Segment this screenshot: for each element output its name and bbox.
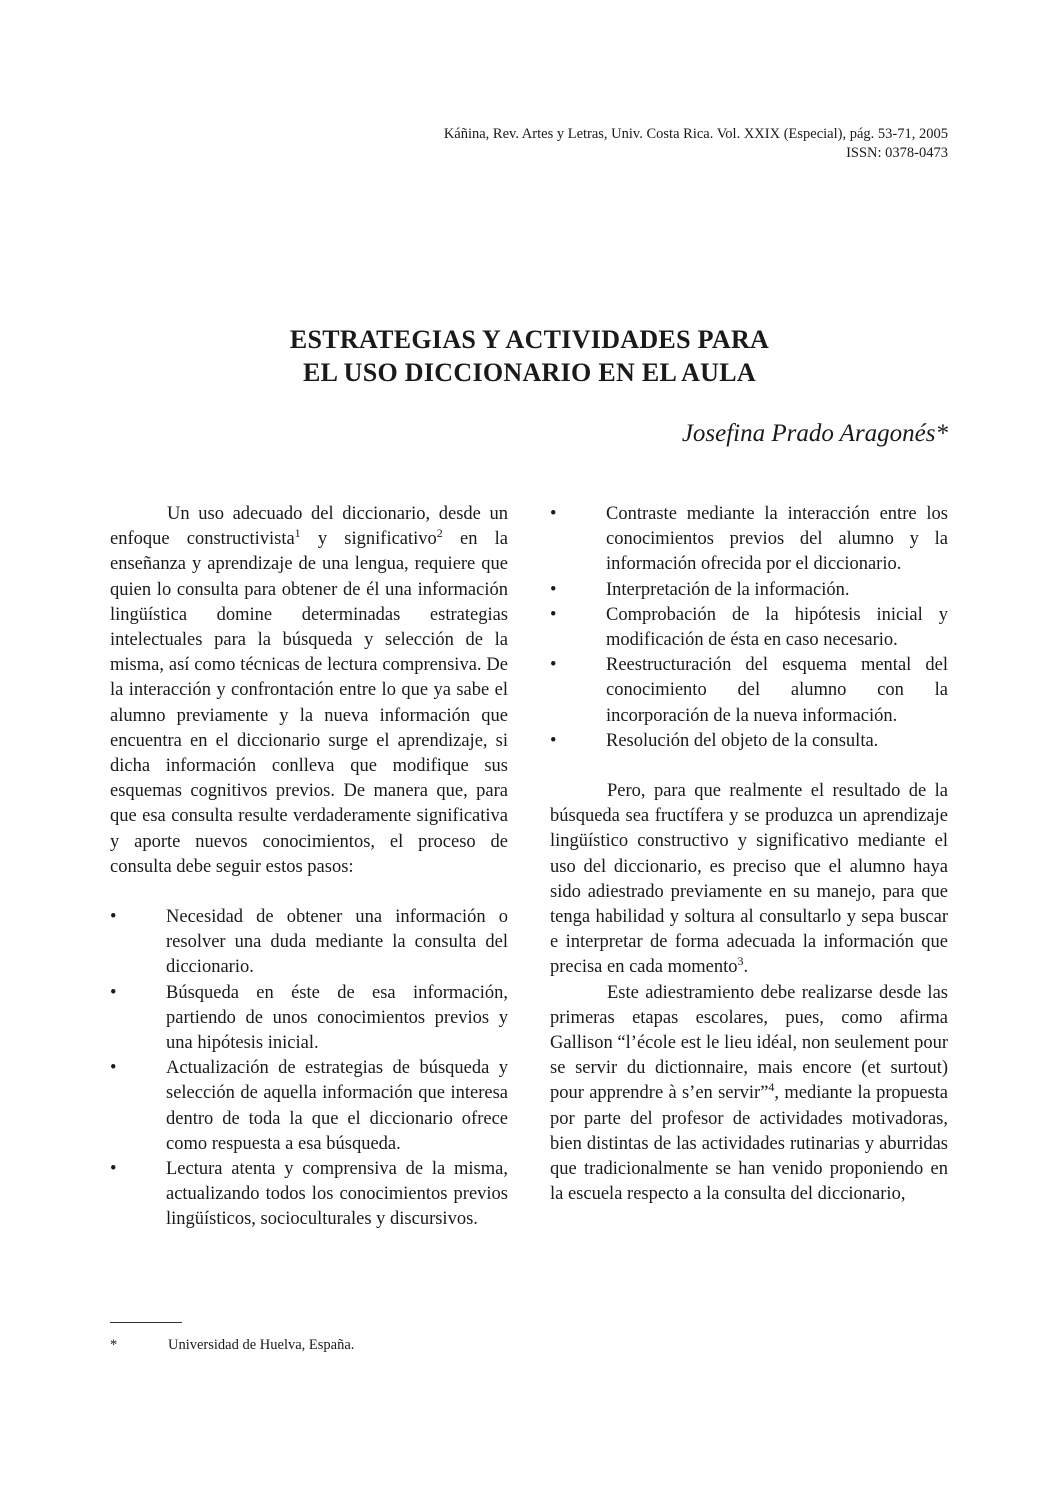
list-item-text: Resolución del objeto de la consulta. — [606, 730, 879, 751]
footnote-mark: * — [110, 1337, 118, 1353]
paragraph-text-continued: , mediante la propuesta por parte del profesor de actividades motivadoras, bien distintas de las actividades rutinarias y aburridas que tradicionalmente se han venido proponiendo en la escuela respecto a la consulta del diccionario, — [550, 1083, 949, 1205]
paragraph-text: Pero, para que realmente el resultado de la búsqueda sea fructífera y se produzca un aprendizaje lingüístico constructivo y significativo mediante el uso del diccionario, es preciso que el alumno haya sido adiestrado previamente en su manejo, para que tenga habilidad y soltura al consultarlo y sepa buscar e interpretar de forma adecuada la información que precisa en cada momento — [550, 781, 948, 978]
steps-list-left — [110, 905, 508, 1233]
list-item-text: Lectura atenta y comprensiva de la misma, actualizando todos los conocimientos previos lingüísticos, socioculturales y discursivos. — [166, 1159, 508, 1230]
bullet-icon: • — [110, 1159, 117, 1180]
paragraph-text: Este adiestramiento debe realizarse desde las primeras etapas escolares, pues, como afirma Gallison “l’école est le lieu idéal, non seulement pour se servir du dictionnaire, mais encore (et surtout) pour apprendre à s’en servir” — [550, 982, 948, 1104]
title-line-2: EL USO DICCIONARIO EN EL AULA — [303, 358, 756, 387]
list-item — [110, 981, 508, 1057]
list-item-text: Búsqueda en éste de esa información, partiendo de unos conocimientos previos y una hipótesis inicial. — [166, 982, 508, 1054]
body-paragraph-2 — [550, 981, 948, 1208]
footnote-ref-1[interactable]: 1 — [294, 526, 301, 541]
footnote — [110, 1336, 354, 1355]
paragraph-end: . — [743, 957, 749, 978]
bullet-icon: • — [550, 655, 557, 676]
footnote-text: Universidad de Huelva, España. — [168, 1337, 355, 1353]
list-item-text: Actualización de estrategias de búsqueda y selección de aquella información que interesa dentro de toda la que el diccionario ofrece como respuesta a esa búsqueda. — [166, 1058, 508, 1154]
author-name: Josefina Prado Aragonés* — [681, 420, 948, 447]
list-item — [110, 905, 508, 981]
list-item-text: Contraste mediante la interacción entre los conocimientos previos del alumno y la información ofrecida por el diccionario. — [606, 504, 948, 575]
list-item-text: Reestructuración del esquema mental del conocimiento del alumno con la incorporación de la nueva información. — [606, 655, 948, 726]
list-item — [550, 653, 948, 729]
list-item-text: Comprobación de la hipótesis inicial y modificación de ésta en caso necesario. — [606, 604, 948, 651]
bullet-icon: • — [110, 982, 117, 1003]
bullet-icon: • — [550, 504, 557, 524]
bullet-icon: • — [550, 579, 557, 600]
footnote-ref-4[interactable]: 4 — [768, 1080, 775, 1095]
list-item — [550, 603, 948, 653]
bullet-icon: • — [110, 1058, 117, 1079]
list-item — [550, 578, 948, 603]
intro-text-1: Un uso adecuado del diccionario, desde un enfoque constructivista — [110, 504, 508, 550]
body-paragraph-1 — [550, 779, 948, 981]
article-title — [0, 323, 1059, 389]
title-line-1: ESTRATEGIAS Y ACTIVIDADES PARA — [289, 325, 770, 354]
steps-list-right — [550, 502, 948, 754]
journal-header — [444, 125, 948, 163]
intro-paragraph — [110, 502, 508, 880]
intro-text-2: y significativo — [300, 529, 437, 550]
journal-citation: Káñina, Rev. Artes y Letras, Univ. Costa Rica. Vol. XXIX (Especial), pág. 53-71, 2005 — [443, 126, 948, 142]
list-item — [110, 1056, 508, 1157]
bullet-icon: • — [550, 604, 557, 625]
right-column — [550, 502, 948, 1207]
list-item — [550, 729, 948, 754]
list-item-text: Interpretación de la información. — [606, 579, 850, 600]
list-item — [550, 502, 948, 578]
footnote-ref-2[interactable]: 2 — [436, 526, 443, 541]
footnote-ref-3[interactable]: 3 — [737, 954, 744, 969]
intro-text-3: en la enseñanza y aprendizaje de una lengua, requiere que quien lo consulta para obtener de él una información lingüística domine determinadas estrategias intelectuales para la búsqueda y selección de la misma, así como técnicas de lectura comprensiva. De la interacción y confrontación entre lo que ya sabe el alumno previamente y la nueva información que encuentra en el diccionario surge el aprendizaje, si dicha información conlleva que modifique sus esquemas cognitivos previos. De manera que, para que esa consulta resulte verdaderamente significativa y aporte nuevos conocimientos, el proceso de consulta debe seguir estos pasos: — [110, 529, 508, 877]
list-item — [110, 1157, 508, 1233]
footnote-divider — [110, 1322, 182, 1323]
left-column — [110, 502, 508, 1233]
bullet-icon: • — [110, 907, 117, 928]
bullet-icon: • — [550, 730, 557, 751]
list-item-text: Necesidad de obtener una información o resolver una duda mediante la consulta del diccionario. — [166, 907, 508, 978]
issn: ISSN: 0378-0473 — [846, 145, 948, 161]
